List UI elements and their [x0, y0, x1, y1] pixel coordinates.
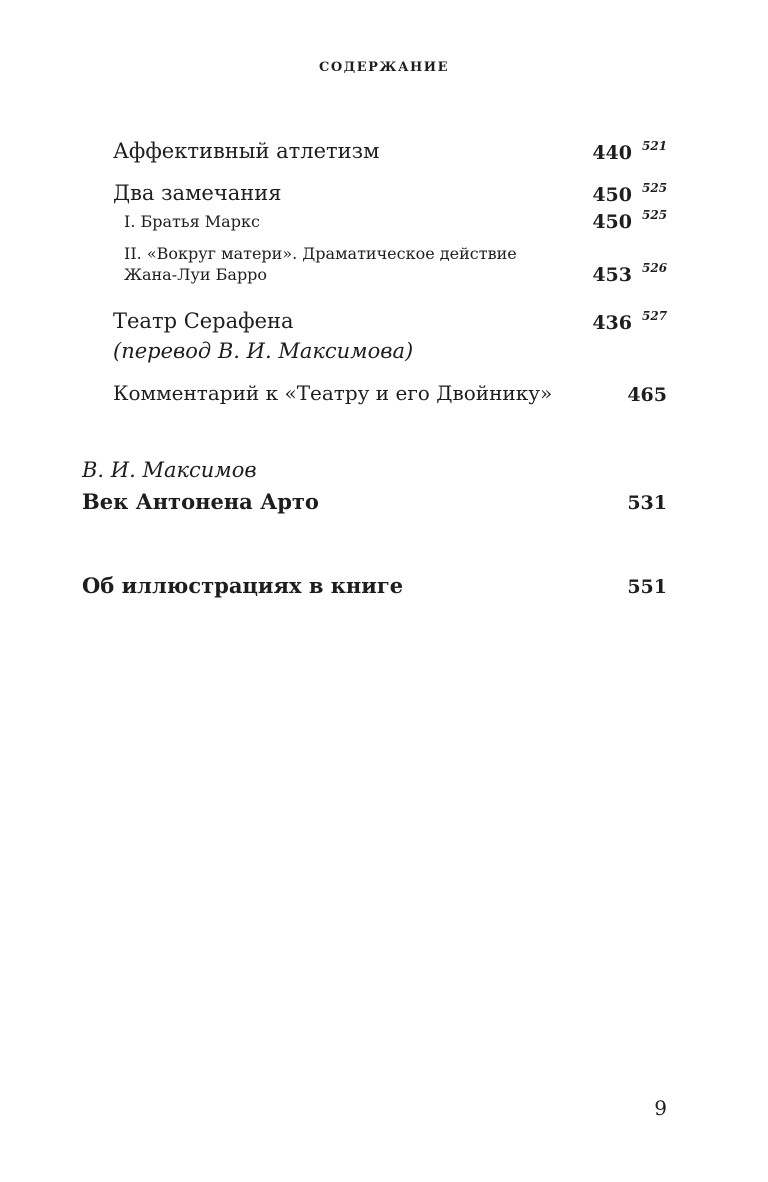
- toc-subentry-title: I. Братья Маркс: [124, 212, 260, 231]
- toc-comment-page: 527: [642, 309, 668, 323]
- page-number: 9: [654, 1096, 667, 1120]
- toc-entry-title: Комментарий к «Театру и его Двойнику»: [113, 381, 553, 405]
- toc-page-number: 440: [592, 142, 632, 164]
- running-header: СОДЕРЖАНИЕ: [318, 60, 450, 75]
- toc-comment-page: 525: [642, 208, 668, 222]
- toc-page-number: 531: [627, 492, 667, 514]
- toc-subentry-title-line1: II. «Вокруг матери». Драматическое действие: [124, 244, 517, 263]
- toc-page-number: 453: [592, 264, 632, 286]
- toc-page-number: 436: [592, 312, 632, 334]
- toc-subentry-title-line2: Жана-Луи Барро: [124, 265, 268, 284]
- toc-page-number: 551: [627, 576, 667, 598]
- toc-entry-title: Век Антонена Арто: [82, 489, 319, 514]
- toc-page-number: 450: [592, 184, 632, 206]
- toc-entry-author: В. И. Максимов: [82, 458, 257, 482]
- toc-entry-title: Об иллюстрациях в книге: [82, 573, 404, 598]
- toc-comment-page: 526: [642, 261, 668, 275]
- toc-comment-page: 521: [642, 139, 668, 153]
- toc-page-number: 450: [592, 211, 632, 233]
- toc-entry-translator: (перевод В. И. Максимова): [113, 339, 414, 363]
- toc-entry-title: Два замечания: [113, 181, 282, 205]
- toc-entry-title: Аффективный атлетизм: [113, 139, 380, 163]
- toc-page-number: 465: [627, 384, 667, 406]
- toc-comment-page: 525: [642, 181, 668, 195]
- toc-entry-title: Театр Серафена: [113, 309, 294, 333]
